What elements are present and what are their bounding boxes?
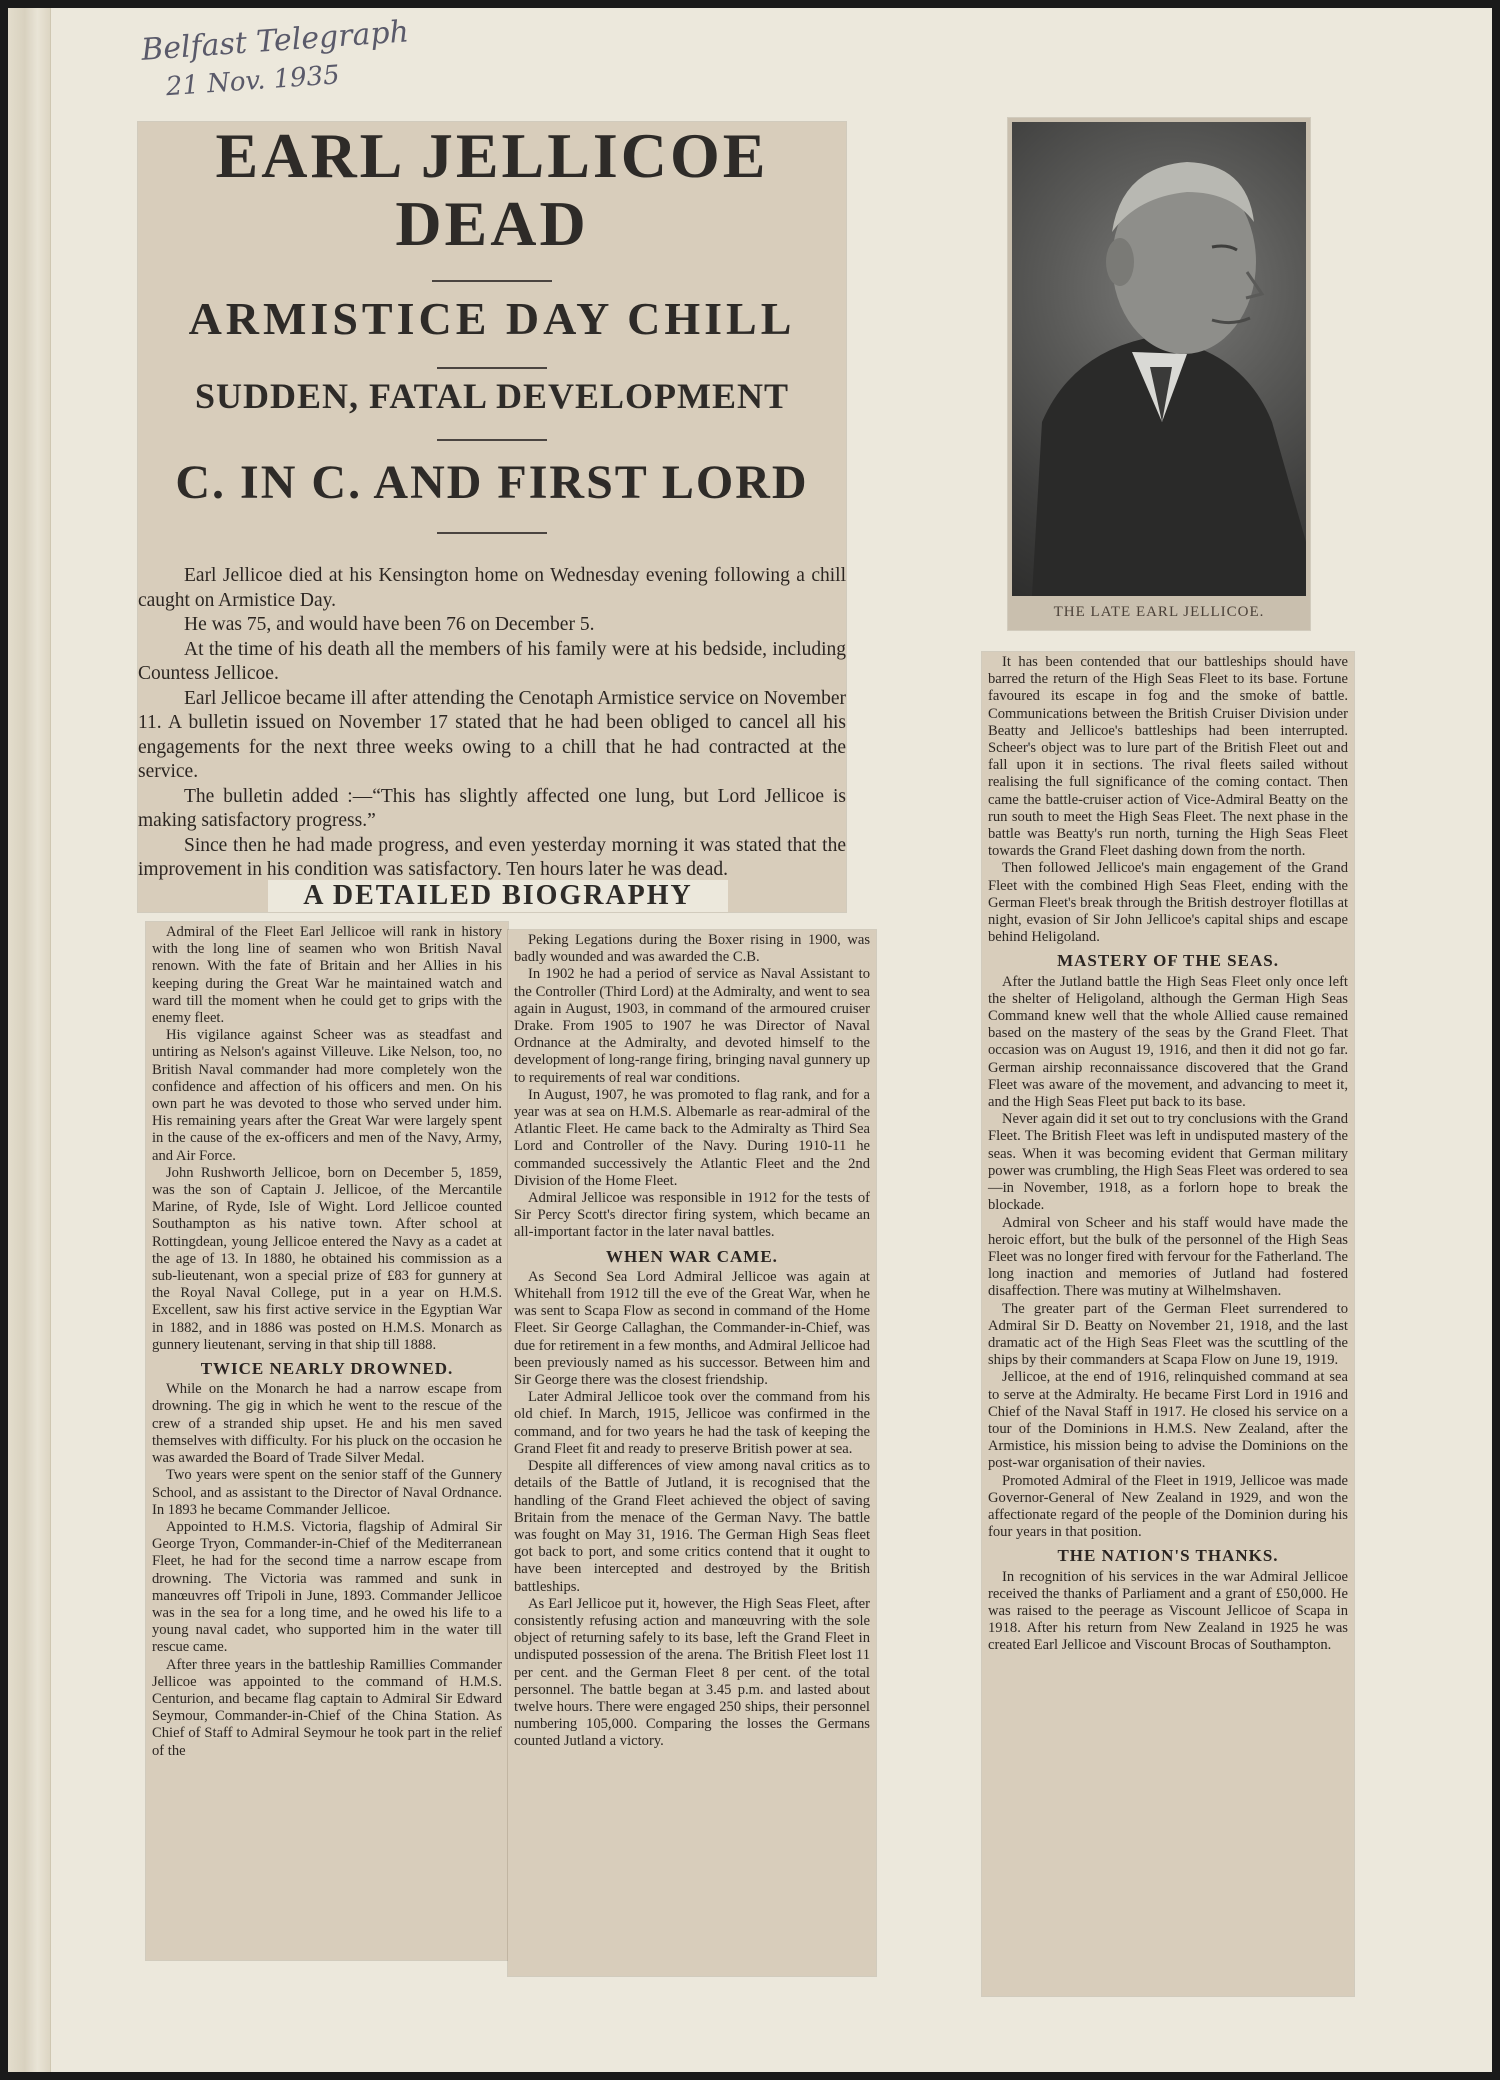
article-paragraph: Admiral von Scheer and his staff would have made the heroic effort, but the bulk of the personnel of the High Seas Fleet was no longer fired with fervour for the Fatherland. The long inaction and memories of Jutland had fostered disaffection. There was mutiny at Wilhelmshaven. (988, 1214, 1349, 1300)
article-paragraph: Promoted Admiral of the Fleet in 1919, Jellicoe was made Governor-General of New Zealand in 1929, and won the affectionate regard of the people of the Dominion during his four years in that position. (988, 1472, 1348, 1541)
headline-rule (437, 439, 547, 441)
lead-paragraph: The bulletin added :—“This has slightly affected one lung, but Lord Jellicoe is making satisfactory progress.” (138, 785, 846, 831)
article-paragraph: Never again did it set out to try conclusions with the Grand Fleet. The British Fleet was left in undisputed mastery of the seas. When it was becoming evident that German military power was crumbling, the High Seas Fleet was ordered to sea—in November, 1918, as a forlorn hope to break the blockade. (988, 1111, 1348, 1214)
album-binding (8, 8, 51, 2072)
headline-rule (437, 367, 547, 369)
lead-article (138, 534, 846, 883)
portrait-clipping (1008, 118, 1310, 630)
article-paragraph: In 1902 he had a period of service as Naval Assistant to the Controller (Third Lord) at the Admiralty, and went to sea again in August, 1903, in command of the armoured cruiser Drake. From 1905 to 1907 he was Director of Naval Ordnance at the Admiralty, and devoted himself to the development of long-range firing, bringing naval gunnery up to requirements of real war conditions. (514, 966, 870, 1086)
article-paragraph: Jellicoe, at the end of 1916, relinquished command at sea to serve at the Admiralty. He became First Lord in 1916 and Chief of the Naval Staff in 1917. He closed his service on a tour of the Dominions in H.M.S. New Zealand, after the Armistice, his mission being to advise the Dominions on the post-war organisation of their navies. (988, 1369, 1348, 1472)
article-paragraph: His vigilance against Scheer was as steadfast and untiring as Nelson's against Villeuve. Like Nelson, too, no British Naval commander had more completely won the confidence and affection of his officers and men. On his own part he was devoted to those who served under him. His remaining years after the Great War were largely spent in the cause of the ex-officers and men of the Navy, Army, and Air Force. (152, 1027, 502, 1164)
article-paragraph: Admiral of the Fleet Earl Jellicoe will rank in history with the long line of seamen who won British Naval renown. With the fate of Britain and her Allies in his keeping during the Great War he maintained watch and ward till the moment when he could get to grips with the enemy fleet. (152, 924, 502, 1027)
headline-rule (432, 280, 552, 282)
portrait-illustration (1012, 122, 1306, 596)
subheadline-sudden: SUDDEN, FATAL DEVELOPMENT (194, 376, 790, 416)
section-heading-thanks: THE NATION'S THANKS. (1057, 1546, 1279, 1566)
main-headline: EARL JELLICOE DEAD (215, 122, 769, 259)
annotation-source: Belfast Telegraph (140, 14, 410, 68)
lead-paragraph: Earl Jellicoe died at his Kensington home on Wednesday evening following a chill caught on Armistice Day. (138, 565, 846, 611)
lead-paragraph: Earl Jellicoe became ill after attending the Cenotaph Armistice service on November 11. A bulletin issued on November 17 stated that he had been obliged to cancel all his engagements for the next three weeks owing to a chill that he had contracted at the service. (138, 687, 846, 782)
article-paragraph: After three years in the battleship Ramillies Commander Jellicoe was appointed to the command of H.M.S. Centurion, and became flag captain to Admiral Sir Edward Seymour, Commander-in-Chief of the China Station. As Chief of Staff to Admiral Seymour he took part in the relief of the (152, 1656, 502, 1759)
article-paragraph: Despite all differences of view among naval critics as to details of the Battle of Jutland, it is recognised that the handling of the Grand Fleet achieved the object of saving Britain from the menace of the German Navy. The battle was fought on May 31, 1916. The German High Seas fleet got back to port, and some critics contend that it ought to have been intercepted and destroyed by the British battleships. (514, 1458, 870, 1595)
article-paragraph: As Second Sea Lord Admiral Jellicoe was again at Whitehall from 1912 till the eve of the Great War, when he was sent to Scapa Flow as second in command of the Home Fleet. Sir George Callaghan, the Commander-in-Chief, was due for retirement in a few months, and Admiral Jellicoe had been previously named as his successor. Between him and Sir George there was the closest friendship. (514, 1268, 870, 1389)
biography-heading: A DETAILED BIOGRAPHY (268, 880, 728, 912)
lead-paragraph: Since then he had made progress, and even yesterday morning it was stated that the improvement in his condition was satisfactory. Ten hours later he was dead. (138, 834, 846, 880)
article-paragraph: It has been contended that our battleships should have barred the return of the High Seas Fleet to its base. Fortune favoured its escape in fog and the smoke of battle. Communications between the British Cruiser Division under Beatty and Jellicoe's battleships had been interrupted. Scheer's object was to lure part of the British Fleet out and fall upon it in sections. The rival fleets sailed without realising the full significance of the coming contact. Then came the battle-cruiser action of Vice-Admiral Beatty on the run south to meet the High Seas Fleet. The next phase in the battle was Beatty's run north, turning the High Seas Fleet towards the Grand Fleet dashing down from the north. (988, 654, 1348, 860)
article-paragraph: John Rushworth Jellicoe, born on December 5, 1859, was the son of Captain J. Jellicoe, of the Mercantile Marine, of Ryde, Isle of Wight. Lord Jellicoe counted Southampton as his native town. After school at Rottingdean, young Jellicoe entered the Navy as a cadet at the age of 13. In 1880, he obtained his commission as a sub-lieutenant, won a special prize of £83 for gunnery at the Royal Naval College, put in a year on H.M.S. Excellent, saw his first active service in the Egyptian War in 1882, and in 1886 was posted on H.M.S. Monarch as gunnery lieutenant, serving in that ship till 1888. (152, 1164, 502, 1353)
article-paragraph: Appointed to H.M.S. Victoria, flagship of Admiral Sir George Tryon, Commander-in-Chief of the Mediterranean Fleet, he had for the second time a narrow escape from drowning. The Victoria was rammed and sunk in manœuvres off Tripoli in June, 1893. Commander Jellicoe was in the sea for a long time, and he owed his life to a young naval cadet, who supported him in the water till rescue came. (152, 1518, 502, 1656)
lead-paragraph: At the time of his death all the members of his family were at his bedside, including Countess Jellicoe. (138, 638, 846, 684)
article-paragraph: Two years were spent on the senior staff of the Gunnery School, and as assistant to the Director of Naval Ordnance. In 1893 he became Commander Jellicoe. (152, 1467, 502, 1518)
article-paragraph: The greater part of the German Fleet surrendered to Admiral Sir D. Beatty on November 21, 1918, and the last dramatic act of the High Seas Fleet was the scuttling of the ships by their commanders at Scapa Flow on June 19, 1919. (988, 1300, 1348, 1369)
headline-clipping (138, 122, 846, 912)
article-paragraph: Peking Legations during the Boxer rising in 1900, was badly wounded and was awarded the C.B. (514, 932, 870, 966)
portrait-photo (1012, 122, 1306, 596)
lead-paragraph: He was 75, and would have been 76 on December 5. (184, 614, 595, 635)
section-heading-war: WHEN WAR CAME. (606, 1246, 778, 1266)
article-paragraph: Then followed Jellicoe's main engagement of the Grand Fleet with the combined High Seas Fleet, ending with the German Fleet's break through the British destroyer flotillas at night, evasion of Sir John Jellicoe's capital ships and escape behind Heligoland. (988, 860, 1348, 946)
biography-column-1 (146, 922, 508, 1960)
annotation-date: 21 Nov. 1935 (164, 60, 341, 103)
biography-column-3 (982, 652, 1354, 1996)
article-paragraph: In recognition of his services in the war Admiral Jellicoe received the thanks of Parliament and a grant of £50,000. He was raised to the peerage as Viscount Jellicoe of Scapa in 1918. After his return from New Zealand in 1925 he was created Earl Jellicoe and Viscount Brocas of Southampton. (988, 1568, 1348, 1654)
article-paragraph: Admiral Jellicoe was responsible in 1912 for the tests of Sir Percy Scott's director firing system, which became an all-important factor in the later naval battles. (514, 1190, 870, 1241)
subheadline-first-lord: C. IN C. AND FIRST LORD (175, 456, 809, 509)
article-paragraph: Later Admiral Jellicoe took over the command from his old chief. In March, 1915, Jellicoe was confirmed in the command, and for two years he had the task of keeping the Grand Fleet fit and ready to preserve British power at sea. (514, 1389, 870, 1457)
section-heading-drowned: TWICE NEARLY DROWNED. (200, 1359, 454, 1379)
photo-caption: THE LATE EARL JELLICOE. (1053, 604, 1265, 620)
biography-column-2 (508, 930, 876, 1976)
article-paragraph: After the Jutland battle the High Seas Fleet only once left the shelter of Heligoland, although the German High Seas Command knew well that the whole Allied cause remained based on the mastery of the seas by the Grand Fleet. That occasion was on August 19, 1916, and then it did not go far. German airship reconnaissance discovered that the Grand Fleet was aware of the movement, and advancing to meet it, and the High Seas Fleet put back to its base. (988, 973, 1348, 1111)
article-paragraph: As Earl Jellicoe put it, however, the High Seas Fleet, after consistently refusing action and manœuvring with the sole object of returning safely to its base, left the Grand Fleet in undisputed possession of the arena. The British Fleet lost 11 per cent. and the German Fleet 8 per cent. of the total personnel. The battle began at 3.45 p.m. and lasted about twelve hours. There were engaged 250 ships, their personnel numbering 105,000. Comparing the losses the Germans counted Jutland a victory. (514, 1595, 870, 1750)
section-heading-mastery: MASTERY OF THE SEAS. (1057, 951, 1279, 971)
article-paragraph: In August, 1907, he was promoted to flag rank, and for a year was at sea on H.M.S. Albemarle as rear-admiral of the Atlantic Fleet. He came back to the Admiralty as Third Sea Lord and Controller of the Navy. During 1910-11 he commanded successively the Atlantic Fleet and the 2nd Division of the Home Fleet. (514, 1086, 870, 1189)
subheadline-armistice: ARMISTICE DAY CHILL (188, 293, 796, 344)
article-paragraph: While on the Monarch he had a narrow escape from drowning. The gig in which he went to the rescue of the crew of a stranded ship upset. He and his men saved themselves with difficulty. For his pluck on the occasion he was awarded the Board of Trade Silver Medal. (152, 1381, 502, 1467)
